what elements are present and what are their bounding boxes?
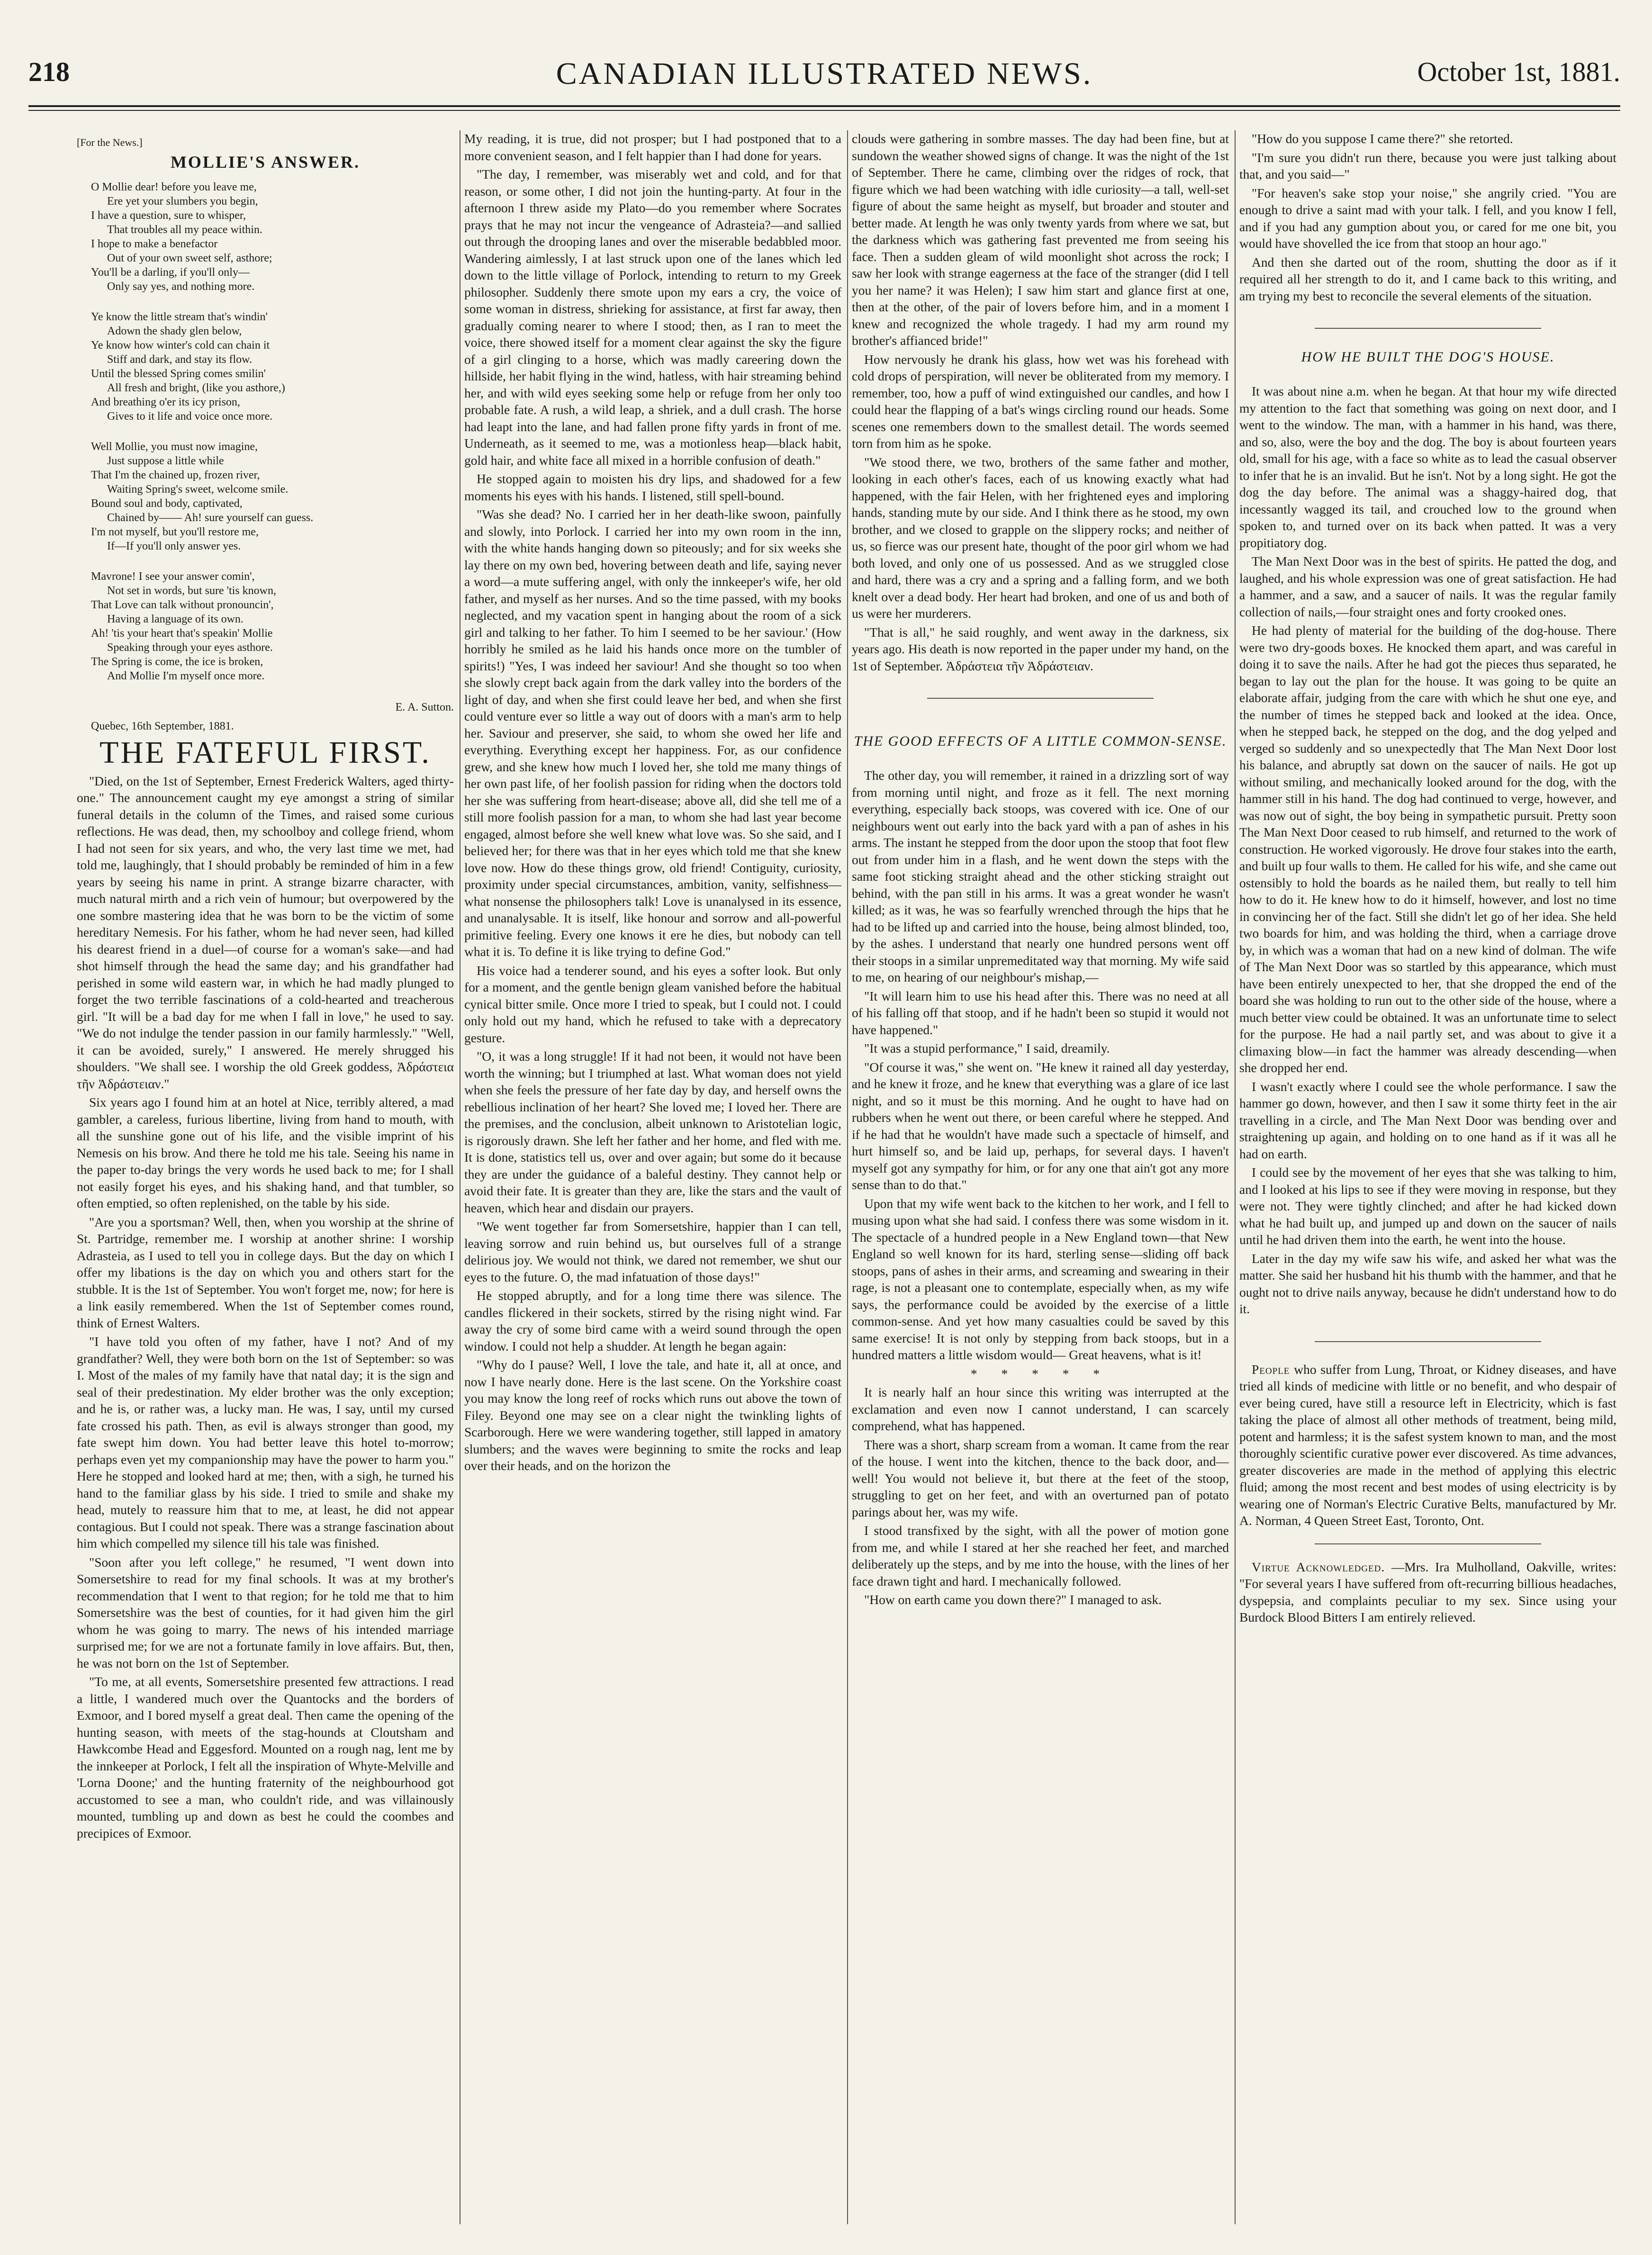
story-paragraph: "We went together far from Somersetshire, happier than I can tell, leaving sorrow and ruin behind us, but ourselves full of a strange delirious joy. We would not think, we dared not remember, we shut our eyes to the future. O, the mad infatuation of those days!" [464, 1219, 841, 1284]
poem-line: Out of your own sweet self, asthore; [107, 252, 272, 264]
header-rule-thin [28, 110, 1620, 111]
section-divider [1315, 1543, 1541, 1544]
masthead: CANADIAN ILLUSTRATED NEWS. [556, 56, 1093, 91]
poem-line: Adown the shady glen below, [107, 325, 242, 337]
story-paragraph: "Are you a sportsman? Well, then, when you worship at the shrine of St. Partridge, remember me. I worship at another shrine: I worship Adrasteia, as I used to tell you in college days. But the day on which I offer my libations is the day on which you and others start for the stubble. It is the 1st of September. You won't forget me, now; for here is a link easily remembered. When the 1st of September comes round, think of Ernest Walters. [77, 1214, 454, 1330]
poem-line: Only say yes, and nothing more. [107, 280, 255, 293]
poem-line: I'm not myself, but you'll restore me, [91, 526, 259, 538]
story-paragraph: "Soon after you left college," he resumed, "I went down into Somersetshire to read for my final schools. It was at my brother's recommendation that I went to that region; for he told me that to him Somersetshire was the best of counties, for it had given him the girl whom he was going to marry. The news of his intended marriage surprised me; for we are not a fortunate family in love affairs. But, then, he was not born on the 1st of September. [77, 1554, 454, 1670]
poem-credit: [For the News.] [77, 136, 143, 148]
story-paragraph: He stopped again to moisten his dry lips, and shadowed for a few moments his eyes with his hands. I listened, still spell-bound. [464, 471, 841, 503]
column-1 [77, 130, 454, 2224]
issue-date: October 1st, 1881. [1417, 56, 1620, 87]
notice-virtue [1239, 1559, 1616, 1626]
essay-paragraph: "For heaven's sake stop your noise," she angrily cried. "You are enough to drive a saint mad with your talk. I fell, and you know I fell, and if you had any gumption about you, or cared for me one bit, you would have shovelled the ice from that stoop an hour ago." [1239, 185, 1616, 251]
page-number: 218 [28, 56, 70, 87]
poem-line: Speaking through your eyes asthore. [107, 641, 273, 654]
poem-place-date: Quebec, 16th September, 1881. [91, 720, 234, 732]
poem-line: Mavrone! I see your answer comin', [91, 570, 255, 583]
section-divider [1315, 328, 1541, 329]
notice-lead: People [1252, 1362, 1290, 1377]
header-rule [28, 105, 1620, 107]
page-header [28, 56, 1620, 103]
poem-line: That I'm the chained up, frozen river, [91, 469, 260, 481]
poem-line: Not set in words, but sure 'tis known, [107, 585, 276, 597]
poem-line: Gives to it life and voice once more. [107, 410, 273, 423]
dog-paragraph: The Man Next Door was in the best of spirits. He patted the dog, and laughed, and his whole expression was one of great satisfaction. He had a hammer, and a saw, and a saucer of nails. It was the regular family collection of nails,—four straight ones and forty crooked ones. [1239, 554, 1616, 619]
column-3 [852, 130, 1229, 2224]
essay-paragraph: "It will learn him to use his head after this. There was no need at all of his falling off that stoop, and if he hadn't been so stupid it would not have happened." [852, 988, 1229, 1037]
notice-text: who suffer from Lung, Throat, or Kidney diseases, and have tried all kinds of medicine with little or no benefit, and who despair of ever being cured, have still a resource left in Electricity, which is fast taking the place of almost all other methods of treatment, being mild, potent and harmless; it is the safest system known to man, and the most thoroughly scientific curative power ever discovered. As time advances, greater discoveries are made in the method of applying this electric fluid; among the most recent and best modes of using electricity is by wearing one of Norman's Electric Curative Belts, manufactured by Mr. A. Norman, 4 Queen Street East, Toronto, Ont. [1239, 1362, 1616, 1528]
dog-paragraph: I could see by the movement of her eyes that she was talking to him, and I looked at his lips to see if they were moving in response, but they were not. They were tightly clinched; and after he had kicked down what he had built up, and jumped up and down on the saucer of nails until he had driven them into the earth, he went into the house. [1239, 1165, 1616, 1247]
poem-stanza [91, 569, 454, 683]
poem-line: O Mollie dear! before you leave me, [91, 181, 257, 193]
section-break-stars: * * * * * [970, 1366, 1110, 1381]
poem-line: Ye know how winter's cold can chain it [91, 339, 270, 352]
poem-stanza [91, 440, 454, 553]
column-2 [464, 130, 841, 2224]
story-title: THE FATEFUL FIRST. [99, 735, 431, 770]
dog-paragraph: Later in the day my wife saw his wife, and asked her what was the matter. She said her husband hit his thumb with the hammer, and that he ought not to drive nails anyway, because he didn't understand how to do it. [1239, 1251, 1616, 1316]
essay-paragraph: I stood transfixed by the sight, with all the power of motion gone from me, and while I stared at her she reached her feet, and marched deliberately up the steps, and by me into the house, with the lines of her face drawn tight and hard. I mechanically followed. [852, 1523, 1229, 1588]
essay-paragraph: It is nearly half an hour since this writing was interrupted at the exclamation and even now I cannot understand, I can scarcely comprehend, what has happened. [852, 1385, 1229, 1433]
essay-paragraph: "It was a stupid performance," I said, dreamily. [864, 1041, 1110, 1055]
poem-line: Chained by—— Ah! sure yourself can guess. [107, 512, 314, 524]
poem-line: And Mollie I'm myself once more. [107, 670, 265, 682]
story-paragraph: "The day, I remember, was miserably wet and cold, and for that reason, or some other, I did not join the hunting-party. At four in the afternoon I threw aside my Plato—do you remember where Socrates prays that he may not incur the vengeance of Adrasteia?—and sallied out through the drooping lanes and over the miserable bedabbled moor. Wandering aimlessly, I at last struck upon one of the lanes which led down to the little village of Porlock, intending to return to my Greek philosopher. Suddenly there smote upon my ears a cry, the voice of some woman in distress, shrieking for assistance, at first far away, then gradually coming nearer to where I stood; then, as I ran to meet the voice, there showed itself for a moment clear against the sky the figure of a girl clinging to a horse, which was madly careering down the hillside, her habit flying in the wind, hatless, with hair streaming behind her, and with wild eyes seeking some help or refuge from her only too probable fate. A rush, a wild leap, a shriek, and a dull crash. The horse had leapt into the lane, and had fallen prone fifty yards in front of me. Underneath, as it seemed to me, was a motionless heap—black habit, gold hair, and white face all mixed in a horrible confusion of death." [464, 167, 841, 468]
poem-stanza [91, 180, 454, 294]
dog-paragraph: He had plenty of material for the building of the dog-house. There were two dry-goods boxes. He knocked them apart, and was careful in doing it to save the nails. After he had got the pieces thus separated, he began to lay out the plan for the house. It was going to be quite an elaborate affair, judging from the care with which he shut one eye, and the number of times he stepped back and looked at the idea. Once, when he stepped back, he stepped on the dog, and the dog yelped and verged so suddenly and so unexpectedly that The Man Next Door lost his balance, and abruptly sat down on the saucer of nails. He got up without smiling, and mechanically looked around for the dog, with the hammer still in his hand. The dog had continued to verge, however, and was now out of sight, the boy being in sympathetic pursuit. Pretty soon The Man Next Door ceased to rub himself, and returned to the work of construction. He worked vigorously. He drove four stakes into the earth, and built up four walls to them. He called for his wife, and she came out ostensibly to hold the boards as he nailed them, but really to tell him how to do it. He knew how to do it himself, however, and lost no time in convincing her of the fact. Still she didn't let go of her idea. She held two boards for him, and was holding the third, when a carriage drove by, in which was a woman that had on a new kind of dolman. The wife of The Man Next Door was so startled by this appearance, which must have been entirely unexpected to her, that she dropped the end of the board she was holding to run out to the other side of the house, where a much better view could be obtained. It was an unfortunate time to select for the purpose. He had a nail partly set, and was about to give it a climaxing blow—in fact the hammer was already descending—when she dropped her end. [1239, 623, 1616, 1075]
essay-paragraph: And then she darted out of the room, shutting the door as if it required all her strength to do it, and I came back to this writing, and am trying my best to reconcile the several elements of the situation. [1239, 254, 1616, 303]
poem-line: That Love can talk without pronouncin', [91, 599, 274, 611]
essay-paragraph: Upon that my wife went back to the kitchen to her work, and I fell to musing upon what she had said. I confess there was some wisdom in it. The spectacle of a hundred people in a New England town—that New England so well known for its hard, sterling sense—sliding off back stoops, pans of ashes in their arms, and screaming and swearing in their rage, is not a pleasant one to contemplate, especially when, as my wife says, the performance could be avoided by the exercise of a little common-sense. And yet how many casualties could be saved by this same exercise! It is not only by stepping from back stoops, but in a hundred matters a little wisdom would— Great heavens, what is it! [852, 1196, 1229, 1362]
poem-line: I hope to make a benefactor [91, 238, 218, 250]
story-paragraph: "We stood there, we two, brothers of the same father and mother, looking in each other's faces, each of us knowing exactly what had happened, with the fair Helen, with her frightened eyes and imploring hands, standing mute by our side. And I think there as he stood, my own brother, and we closed to grapple on the slippery rocks; and neither of us, so fierce was our present hate, thought of the poor girl whom we had both loved, and only one of us possessed. And as we struggled close and hard, there was a cry and a spring and a falling form, and we both knelt over a dead body. Her heart had broken, and one of us and both of us were her murderers. [852, 454, 1229, 621]
story-paragraph: His voice had a tenderer sound, and his eyes a softer look. But only for a moment, and the gentle benign gleam vanished before the habitual cynical bitter smile. Once more I tried to speak, but I could not. I could only hold out my hand, which he refused to take with a deprecatory gesture. [464, 963, 841, 1045]
poem-line: Waiting Spring's sweet, welcome smile. [107, 483, 289, 496]
poem-line: Bound soul and body, captivated, [91, 497, 243, 510]
dog-house-title: HOW HE BUILT THE DOG'S HOUSE. [1301, 349, 1555, 365]
notice-lead: Virtue Acknowledged. [1252, 1559, 1385, 1574]
poem-line: Until the blessed Spring comes smilin' [91, 368, 266, 380]
essay-paragraph: "Of course it was," she went on. "He knew it rained all day yesterday, and he knew it froze, and he knew that everything was a glare of ice last night, and so it must be this morning. And he ought to have had on rubbers when he went out there, or been careful where he stepped. And if he had that he wouldn't have made such a spectacle of himself, and hurt himself so, and be laid up, perhaps, for several days. I haven't myself got any sympathy for him, or for any one that ain't got any more sense than to do that." [852, 1059, 1229, 1192]
poem-line: Just suppose a little while [107, 455, 224, 467]
story-paragraph: My reading, it is true, did not prosper; but I had postponed that to a more convenient season, and I felt happier than I had done for years. [464, 131, 841, 163]
poem-title: MOLLIE'S ANSWER. [170, 152, 361, 171]
story-paragraph: "That is all," he said roughly, and went away in the darkness, six years ago. His death is now reported in the paper under my hand, on the 1st of September. Ἀδράστεια τῆν Ἀδράστειαν. [852, 624, 1229, 673]
story-paragraph: "Was she dead? No. I carried her in her death-like swoon, painfully and slowly, into Porlock. I carried her into my own room in the inn, with the white hands hanging down so piteously; and for six weeks she lay there on my own bed, hovering between death and life, saying never a word—a mute suffering angel, with only the innkeeper's wife, her old father, and myself as her nurses. And so the time passed, with my books neglected, and my vacation spent in hanging about the room of a sick girl and talking to her father. To him I seemed to be her saviour.' (How horribly he smiled as he laid his hands once more on the tumbler of spirits!) "Yes, I was indeed her saviour! And she thought so too when she slowly crept back again from the dark valley into the borders of the light of day, and when she first could leave her bed, and when she first could venture ever so little a way out of doors with a man's arm to help her. Saviour and preserver, she said, to whom she owed her life and everything. Everything except her happiness. For, as our confidence grew, and she knew how much I loved her, she told me many things of her own past life, of her foolish passion for riding when the doctors told her she was suffering from heart-disease; above all, did she tell me of a still more foolish passion for a man, to whom she had last year become engaged, almost before she well knew what love was. So she said, and I believed her; for there was that in her eyes which told me that she knew love now. How do these things grow, old friend! Contiguity, curiosity, proximity under special circumstances, ambition, vanity, selfishness—what nonsense the philosophers talk! Love is unanalysed in its essence, and unanalysable. It is itself, like honour and sorrow and all-powerful primitive feeling. Every one knows it ere he dies, but nobody can tell what it is. To define it is like trying to define God." [464, 507, 841, 959]
poem-line: I have a question, sure to whisper, [91, 209, 246, 222]
dog-paragraph: I wasn't exactly where I could see the whole performance. I saw the hammer go down, however, and then I saw it some thirty feet in the air travelling in a circle, and The Man Next Door was bending over and straightening up again, and holding on to one hand as if it was all he had on earth. [1239, 1079, 1616, 1161]
poem-line: Ye know the little stream that's windin' [91, 311, 268, 323]
poem-line: Well Mollie, you must now imagine, [91, 441, 258, 453]
poem-line: The Spring is come, the ice is broken, [91, 656, 263, 668]
poem-signature: E. A. Sutton. [395, 701, 454, 713]
poem-body [77, 180, 454, 683]
column-divider [1235, 130, 1236, 2224]
poem-line: You'll be a darling, if you'll only— [91, 266, 250, 279]
poem-line: That troubles all my peace within. [107, 224, 262, 236]
section-divider [1315, 1341, 1541, 1342]
story-paragraph: "Why do I pause? Well, I love the tale, and hate it, all at once, and now I have nearly done. Here is the last scene. On the Yorkshire coast you may know the long reef of rocks which runs out above the town of Filey. Beyond one may see on a clear night the twinkling lights of Scarborough. Here we were wandering together, still lapped in amatory slumbers; and the waves were beginning to smite the rocks and leap over their heads, and on the horizon the [464, 1357, 841, 1473]
poem-line: If—If you'll only answer yes. [107, 540, 241, 552]
story-text [77, 773, 454, 1842]
story-paragraph: "To me, at all events, Somersetshire presented few attractions. I read a little, I wandered much over the Quantocks and the borders of Exmoor, and I bored myself a great deal. Then came the opening of the hunting season, with meets of the stag-hounds at Cloutsham and Hawkcombe Head and Eggesford. Mounted on a rough nag, lent me by the innkeeper at Porlock, I felt all the inspiration of Whyte-Melville and 'Lorna Doone;' and the hunting fraternity of the neighbourhood got accustomed to see a man, who couldn't ride, and was villainously mounted, tumbling up and down as best he could the coombes and precipices of Exmoor. [77, 1674, 454, 1840]
essay-paragraph: The other day, you will remember, it rained in a drizzling sort of way from morning until night, and froze as it fell. The next morning everything, especially back stoops, was covered with ice. One of our neighbours went out early into the back yard with a pan of ashes in his arms. The instant he stepped from the door upon the stoop that foot flew out from under him in a flash, and he went down the steps with the same foot sticking straight ahead and the other sticking straight out behind, with the pan still in his arms. It was a great wonder he wasn't killed; as it was, he was so fearfully wrenched through the hips that he had to be lifted up and carried into the house, being almost blinded, too, by the ashes. I understand that nearly one hundred persons went off their stoops in a similar unpremeditated way that morning. My wife said to me, on hearing of our neighbour's mishap,— [852, 768, 1229, 984]
essay-paragraph: "I'm sure you didn't run there, because you were just talking about that, and you said—" [1239, 150, 1616, 181]
poem-line: Ah! 'tis your heart that's speakin' Mollie [91, 627, 273, 640]
column-4 [1239, 130, 1616, 2224]
notice-text: —Mrs. Ira Mulholland, Oakville, writes: "For several years I have suffered from oft-recurring billious headaches, dyspepsia, and complaints peculiar to my sex. Since using your Burdock Blood Bitters I am entirely relieved. [1239, 1559, 1616, 1624]
poem-line: Ere yet your slumbers you begin, [107, 195, 258, 207]
poem-line: Stiff and dark, and stay its flow. [107, 353, 252, 366]
poem-line: Having a language of its own. [107, 613, 244, 625]
section-divider [927, 698, 1154, 699]
essay-paragraph: There was a short, sharp scream from a woman. It came from the rear of the house. I went into the kitchen, thence to the back door, and—well! You would not believe it, but there at the feet of the stoop, struggling to get on her feet, and with an overturned pan of potato parings about her, was my wife. [852, 1437, 1229, 1519]
dog-paragraph: It was about nine a.m. when he began. At that hour my wife directed my attention to the fact that something was going on next door, and I went to the window. The man, with a hammer in his hand, was there, and so, also, were the boy and the dog. The boy is about fourteen years old, small for his age, with a face so white as to lead the casual observer to infer that he is an invalid. But he isn't. Not by a long sight. He got the dog the day before. The animal was a shaggy-haired dog, that incessantly wagged its tail, and crouched low to the ground when spoken to, and turned over on its back when patted. It was a very propitiatory dog. [1239, 384, 1616, 550]
story-paragraph: He stopped abruptly, and for a long time there was silence. The candles flickered in their sockets, stirred by the rising night wind. Far away the cry of some bird came with a weird sound through the open window. I could not help a shudder. At length he began again: [464, 1288, 841, 1353]
column-divider [847, 130, 848, 2224]
story-paragraph: How nervously he drank his glass, how wet was his forehead with cold drops of perspiration, will never be obliterated from my memory. I remember, too, how a puff of wind extinguished our candles, and how I could hear the flapping of a bat's wings circling round our heads. Some scenes one remembers down to the smallest detail. The words seemed torn from him as he spoke. [852, 352, 1229, 451]
story-paragraph: "I have told you often of my father, have I not? And of my grandfather? Well, they were both born on the 1st of September: so was I. Most of the males of my family have that natal day; it is the sign and seal of their predestination. My elder brother was the only exception; and he is, or rather was, a lucky man. He was, I say, until my cursed fate crossed his path. Then, as evil is always stronger than good, my fate swept him down. You had better leave this hotel to-morrow; perhaps even yet my companionship may have the power to harm you." Here he stopped and looked hard at me; then, with a sigh, he turned his hand to the familiar glass by his side. I tried to smile and shake my head, mutely to reassure him that to me, at least, he did not appear contagious. But I could not speak. There was a strange fascination about him which compelled my silence till his tale was finished. [77, 1334, 454, 1551]
story-paragraph: clouds were gathering in sombre masses. The day had been fine, but at sundown the weather showed signs of change. It was the night of the 1st of September. There he came, climbing over the ridges of rock, that figure which we had been watching with idle curiosity—a tall, well-set figure of about the same height as myself, but broader and stouter and better made. At length he was only twenty yards from where we sat, but the darkness which was gathering fast prevented me from seeing his face. Then a sudden gleam of wild moonlight shot across the rock; I saw her look with strange eagerness at the face of the stranger (did I tell you her name? it was Helen); I saw him start and glance first at one, then at the other, of the pair of lovers before him, and in a moment I knew and recognized the whole tragedy. I had my arm round my brother's affianced bride!" [852, 131, 1229, 348]
poem-stanza [91, 310, 454, 424]
essay-title: THE GOOD EFFECTS OF A LITTLE COMMON-SENSE. [854, 733, 1227, 749]
notice-electricity [1239, 1361, 1616, 1529]
essay-paragraph: "How do you suppose I came there?" she retorted. [1252, 131, 1513, 146]
story-paragraph: "O, it was a long struggle! If it had not been, it would not have been worth the winning; but I triumphed at last. What woman does not yield when she feels the pressure of her fate day by day, and herself owns the rebellious inclination of her heart? She loved me; I loved her. There are the premises, and the conclusion, albeit unknown to Aristotelian logic, is rigorously drawn. She left her father and her home, and fled with me. It is done, statistics tell us, over and over again; but some do it because they are under the guidance of a baleful destiny. They cannot help or avoid their fate. It is greater than they are, like the stars and the vault of heaven, which hear and disdain our prayers. [464, 1049, 841, 1215]
poem-line: And breathing o'er its icy prison, [91, 396, 240, 408]
story-paragraph: "Died, on the 1st of September, Ernest Frederick Walters, aged thirty-one." The announcement caught my eye amongst a string of similar funeral details in the column of the Times, and raised some curious reflections. He was dead, then, my schoolboy and college friend, whom I had not seen for six years, and who, the very last time we met, had told me, laughingly, that I should probably be reminded of him in a few years by seeing his name in print. A strange bizarre character, with much natural mirth and a rich vein of humour; but overpowered by the one sombre mastering idea that he was born to be the victim of some hereditary Nemesis. For his father, whom he had never seen, had killed his dearest friend in a duel—of course for a woman's sake—and had shot himself through the head the same day; and his grandfather had perished in some wild eastern war, in which he had madly plunged to forget the two terrible fascinations of a cold-hearted and treacherous girl. "It will be a bad day for me when I fall in love," he used to say. "We do not indulge the tender passion in our family harmlessly." "Well, it can be avoided, surely," I answered. He merely shrugged his shoulders. "We shall see. I worship the old Greek goddess, Ἀδράστεια τῆν Ἀδράστειαν." [77, 773, 454, 1091]
poem-line: All fresh and bright, (like you asthore,) [107, 382, 285, 394]
essay-paragraph: "How on earth came you down there?" I managed to ask. [864, 1592, 1162, 1607]
story-paragraph: Six years ago I found him at an hotel at Nice, terribly altered, a mad gambler, a careless, furious libertine, living from hand to mouth, with all the sunshine gone out of his life, and the visible imprint of his Nemesis on his brow. And there he told me his tale. Seeing his name in the paper to-day brings the very words he used back to me; for I shall not easily forget his eyes, and his shaking hand, and that tumbler, so often emptied, so often replenished, on the table by his side. [77, 1095, 454, 1210]
